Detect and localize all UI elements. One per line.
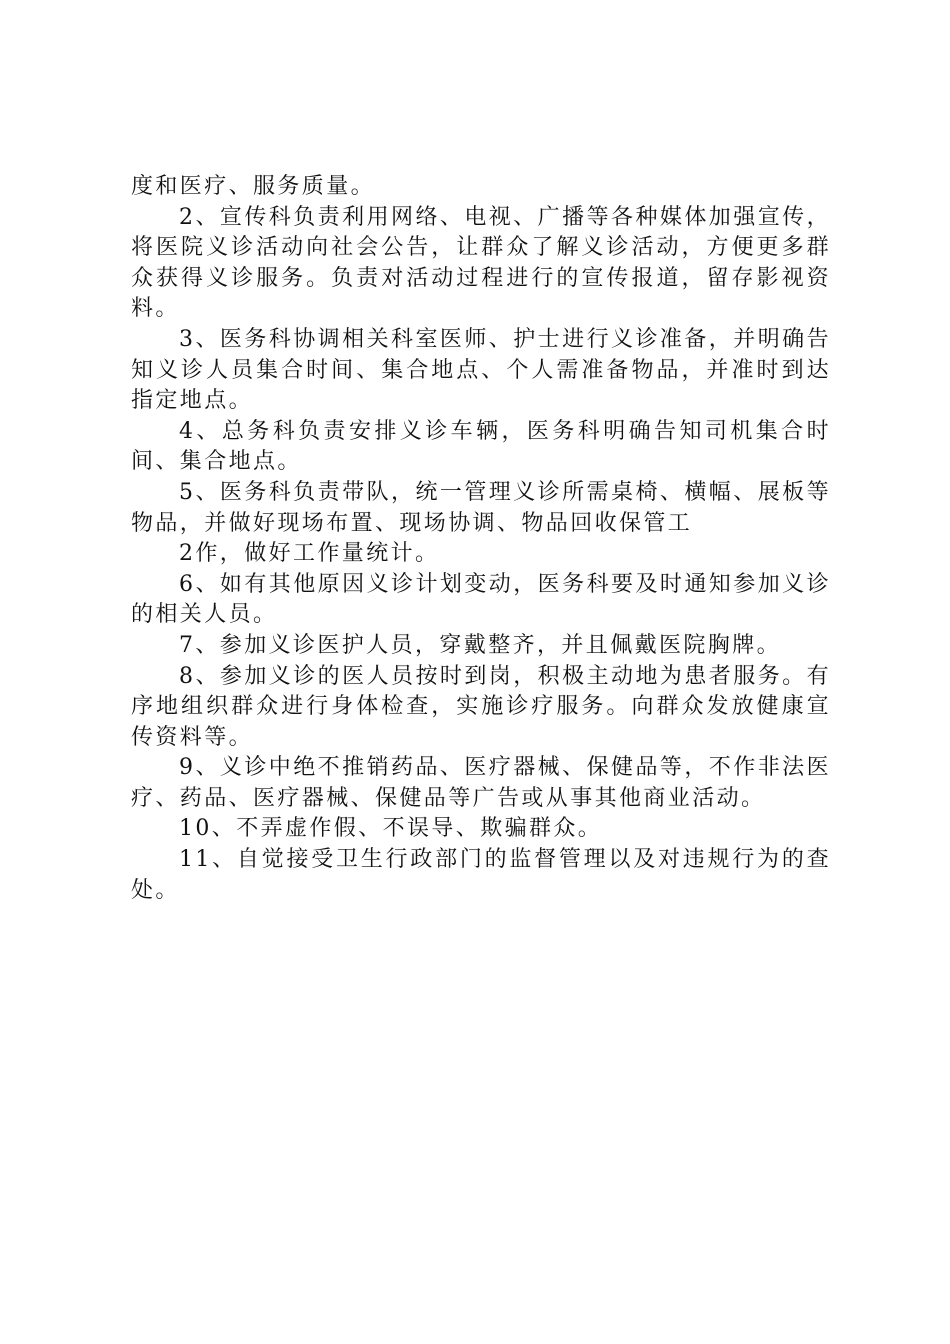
paragraph-item-10: 10、不弄虚作假、不误导、欺骗群众。 xyxy=(179,816,603,842)
document-body xyxy=(131,172,831,906)
paragraph-item-7: 7、参加义诊医护人员，穿戴整齐，并且佩戴医院胸牌。 xyxy=(179,632,781,658)
paragraph-item-5: 5、医务科负责带队，统一管理义诊所需桌椅、横幅、展板等物品，并做好现场布置、现场协调、物品回收保管工 xyxy=(131,479,831,536)
paragraph-item-11: 11、自觉接受卫生行政部门的监督管理以及对违规行为的查处。 xyxy=(131,847,831,903)
paragraph-item-9: 9、义诊中绝不推销药品、医疗器械、保健品等，不作非法医疗、药品、医疗器械、保健品等广告或从事其他商业活动。 xyxy=(131,755,831,811)
paragraph-item-4: 4、总务科负责安排义诊车辆，医务科明确告知司机集合时间、集合地点。 xyxy=(131,418,831,475)
paragraph-item-8: 8、参加义诊的医人员按时到岗，积极主动地为患者服务。有序地组织群众进行身体检查，实施诊疗服务。向群众发放健康宣传资料等。 xyxy=(131,663,831,750)
paragraph-continuation: 度和医疗、服务质量。 xyxy=(131,174,376,199)
paragraph-item-5-continuation: 2作，做好工作量统计。 xyxy=(179,541,440,567)
paragraph-item-2: 2、宣传科负责利用网络、电视、广播等各种媒体加强宣传，将医院义诊活动向社会公告，让群众了解义诊活动，方便更多群众获得义诊服务。负责对活动过程进行的宣传报道，留存影视资料。 xyxy=(131,204,831,322)
paragraph-item-3: 3、医务科协调相关科室医师、护士进行义诊准备，并明确告知义诊人员集合时间、集合地点、个人需准备物品，并准时到达指定地点。 xyxy=(131,326,831,414)
paragraph-item-6: 6、如有其他原因义诊计划变动，医务科要及时通知参加义诊的相关人员。 xyxy=(131,571,831,628)
